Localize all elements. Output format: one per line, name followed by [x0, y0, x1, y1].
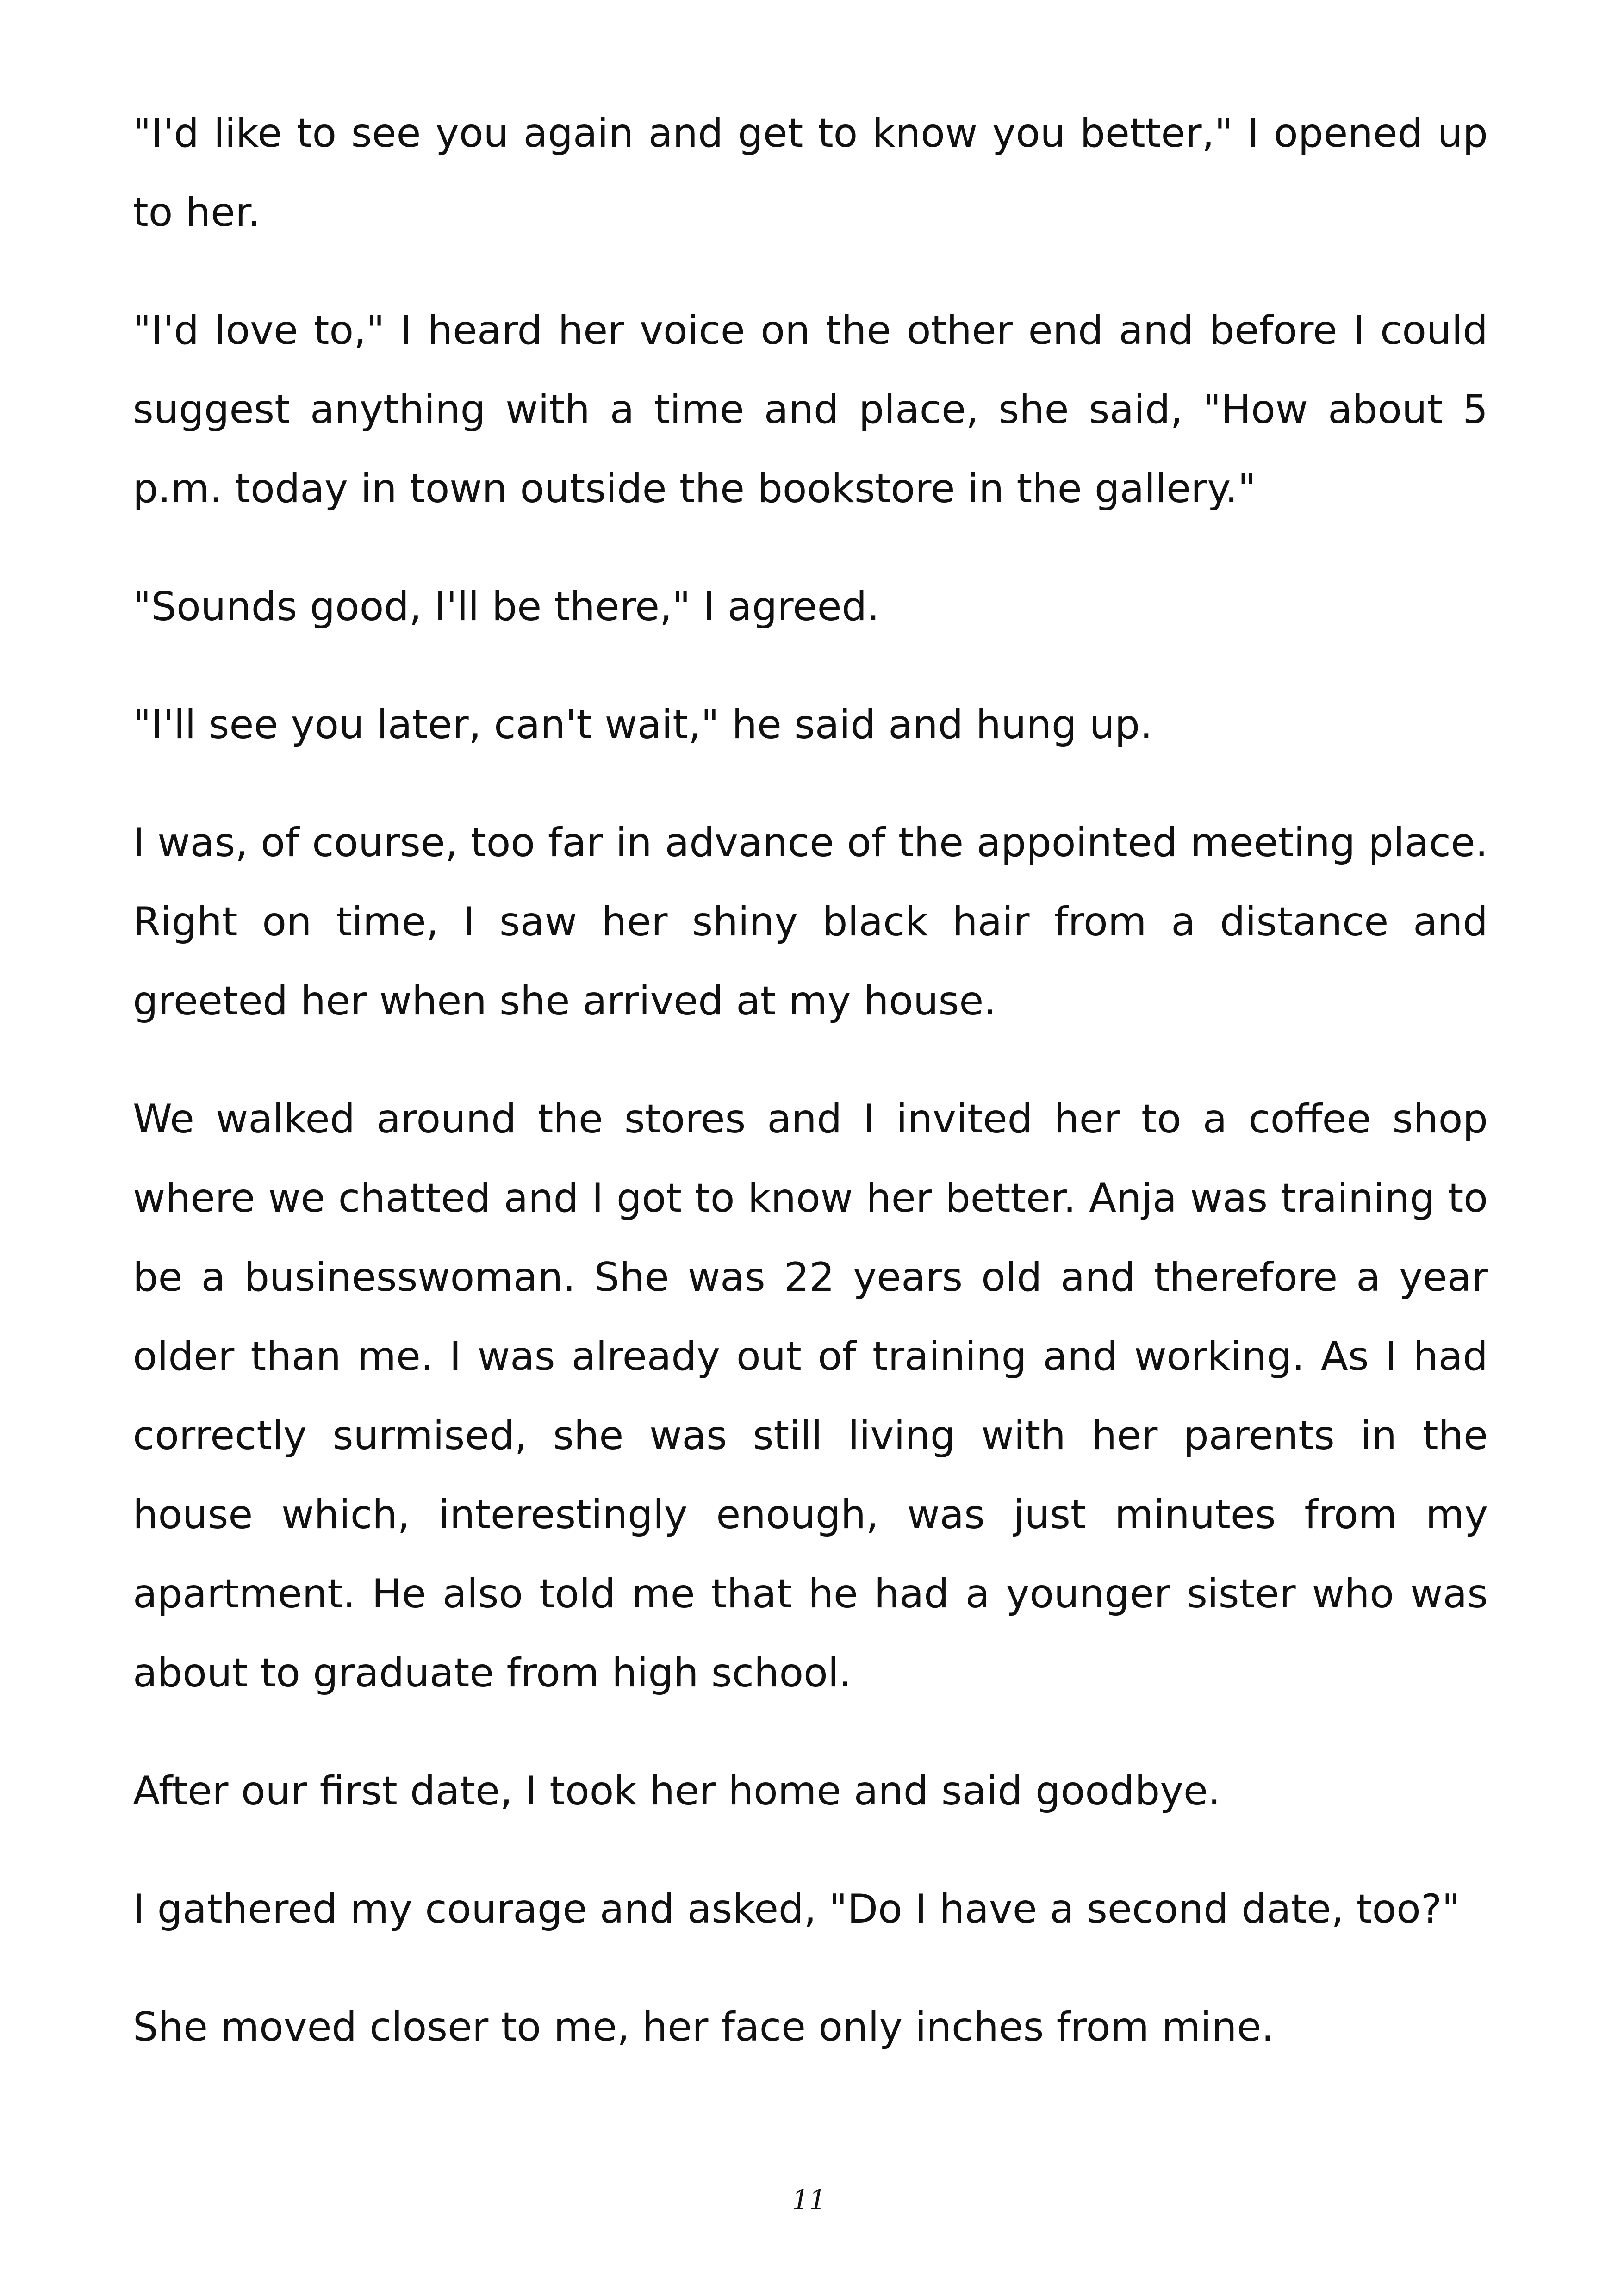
paragraph: We walked around the stores and I invited her to a coffee shop where we chatted and I got to know her better. Anja was training to be a businesswoman. She was 22 years old and therefore a year older than me. I was already out of training and working. As I had correctly surmised, she was still living with her parents in the house which, interestingly enough, was just minutes from my apartment. He also told me that he had a younger sister who was about to graduate from high school. — [133, 1096, 1488, 1696]
paragraph: "I'll see you later, can't wait," he said and hung up. — [133, 702, 1153, 748]
paragraph: She moved closer to me, her face only inches from mine. — [133, 2004, 1274, 2050]
page-number: 11 — [792, 2184, 826, 2215]
paragraph: I was, of course, too far in advance of the appointed meeting place. Right on time, I saw her shiny black hair from a distance and greeted her when she arrived at my house. — [133, 820, 1488, 1024]
paragraph: After our first date, I took her home and said goodbye. — [133, 1768, 1221, 1814]
body-text — [133, 94, 1488, 2067]
paragraph: I gathered my courage and asked, "Do I have a second date, too?" — [133, 1886, 1460, 1932]
paragraph: "I'd love to," I heard her voice on the other end and before I could suggest anything with a time and place, she said, "How about 5 p.m. today in town outside the bookstore in the gallery." — [133, 307, 1488, 512]
paragraph: "Sounds good, I'll be there," I agreed. — [133, 584, 880, 630]
paragraph: "I'd like to see you again and get to know you better," I opened up to her. — [133, 110, 1488, 236]
